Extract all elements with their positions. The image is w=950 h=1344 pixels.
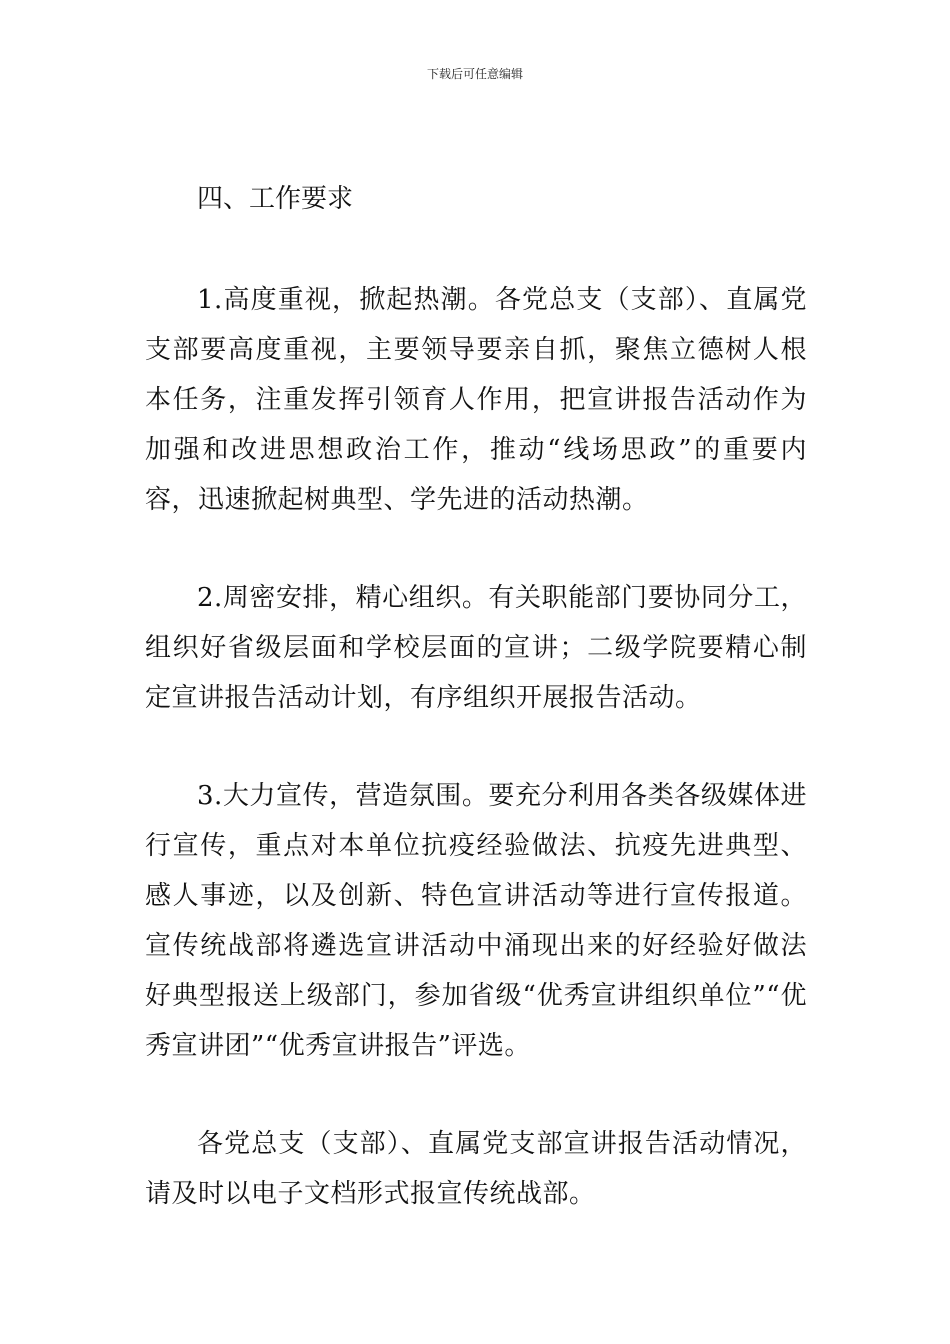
paragraph-2: 2.周密安排，精心组织。有关职能部门要协同分工，组织好省级层面和学校层面的宣讲；二级学院要精心制定宣讲报告活动计划，有序组织开展报告活动。 bbox=[145, 583, 807, 713]
document-body bbox=[145, 174, 807, 1219]
section-heading: 四、工作要求 bbox=[197, 184, 354, 214]
paragraph-3: 3.大力宣传，营造氛围。要充分利用各类各级媒体进行宣传，重点对本单位抗疫经验做法、抗疫先进典型、感人事迹，以及创新、特色宣讲活动等进行宣传报道。宣传统战部将遴选宣讲活动中涌现出来的好经验好做法好典型报送上级部门，参加省级“优秀宣讲组织单位”“优秀宣讲团”“优秀宣讲报告”评选。 bbox=[145, 781, 807, 1061]
paragraph-1: 1.高度重视，掀起热潮。各党总支（支部）、直属党支部要高度重视，主要领导要亲自抓，聚焦立德树人根本任务，注重发挥引领育人作用，把宣讲报告活动作为加强和改进思想政治工作，推动“线场思政”的重要内容，迅速掀起树典型、学先进的活动热潮。 bbox=[145, 285, 807, 515]
paragraph-4: 各党总支（支部）、直属党支部宣讲报告活动情况，请及时以电子文档形式报宣传统战部。 bbox=[145, 1129, 807, 1209]
page-header: 下载后可任意编辑 bbox=[426, 67, 523, 81]
